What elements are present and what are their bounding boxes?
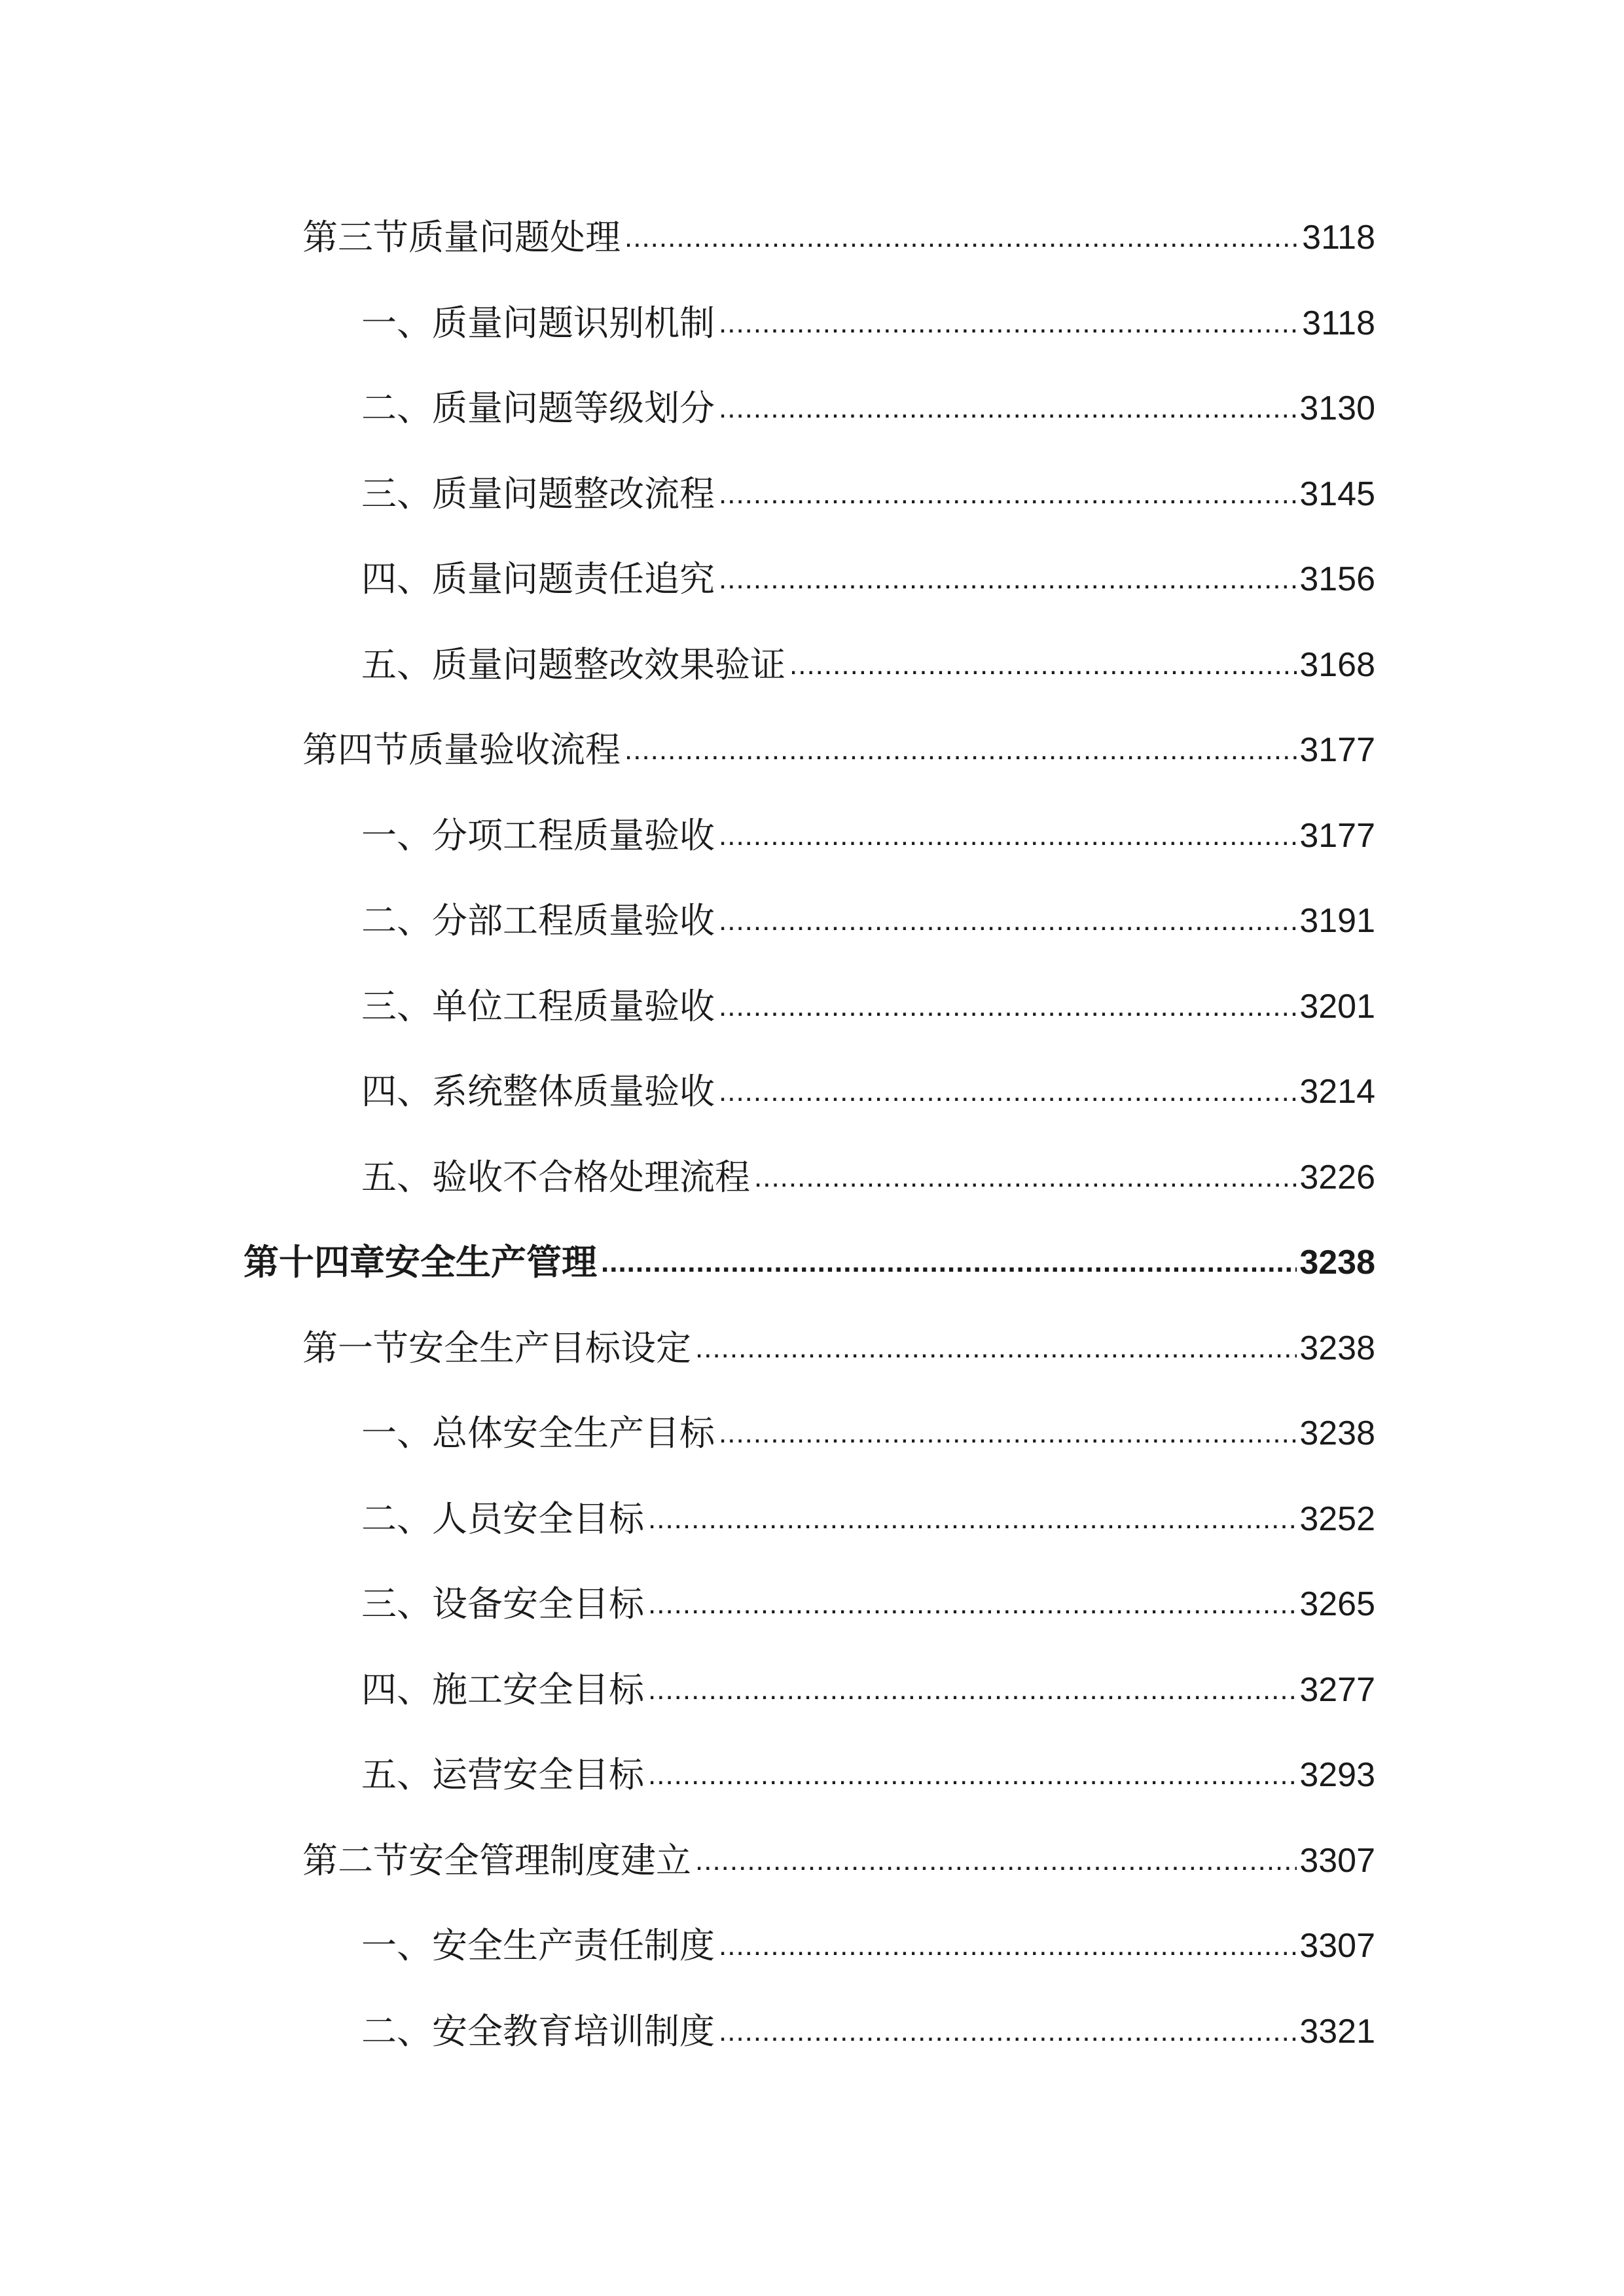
toc-dot-leader [719,550,1297,609]
toc-entry-page-number: 3177 [1299,731,1375,769]
toc-entry-page-number: 3130 [1299,389,1375,427]
toc-entry-label: 二、分部工程质量验收 [361,900,715,941]
toc-entry-page-number: 3238 [1299,1414,1375,1452]
toc-entry-page-number: 3226 [1299,1158,1375,1196]
toc-entry-item[interactable] [361,1490,1375,1549]
toc-entry-label: 五、验收不合格处理流程 [361,1156,750,1198]
toc-dot-leader [789,636,1297,694]
toc-dot-leader [648,1660,1297,1719]
toc-entry-label: 第十四章安全生产管理 [244,1242,597,1283]
toc-entry-label: 二、安全教育培训制度 [361,2010,715,2052]
toc-entry-label: 第三节质量问题处理 [302,217,621,258]
toc-entry-page-number: 3177 [1299,816,1375,855]
toc-dot-leader [648,1575,1297,1634]
toc-dot-leader [695,1319,1297,1378]
toc-entry-label: 一、质量问题识别机制 [361,302,715,344]
toc-dot-leader [719,2002,1297,2061]
toc-dot-leader [601,1233,1297,1292]
toc-dot-leader [719,806,1297,865]
toc-dot-leader [719,465,1297,524]
toc-dot-leader [719,1404,1297,1463]
toc-entry-page-number: 3168 [1299,645,1375,684]
toc-dot-leader [695,1831,1297,1890]
toc-entry-item[interactable] [361,1404,1375,1463]
toc-dot-leader [719,379,1297,438]
toc-entry-label: 三、质量问题整改流程 [361,473,715,514]
toc-dot-leader [648,1746,1297,1804]
toc-entry-item[interactable] [361,2002,1375,2061]
toc-entry-label: 五、运营安全目标 [361,1754,644,1795]
toc-entry-item[interactable] [361,294,1375,353]
toc-entry-page-number: 3321 [1299,2012,1375,2051]
toc-entry-item[interactable] [361,806,1375,865]
toc-entry-item[interactable] [361,1575,1375,1634]
toc-entry-page-number: 3265 [1299,1585,1375,1623]
toc-entry-page-number: 3118 [1302,219,1375,257]
toc-entry-label: 第二节安全管理制度建立 [302,1839,691,1881]
toc-entry-item[interactable] [361,1062,1375,1121]
toc-entry-item[interactable] [361,1746,1375,1804]
toc-entry-item[interactable] [361,550,1375,609]
toc-entry-label: 一、总体安全生产目标 [361,1412,715,1454]
toc-entry-item[interactable] [361,636,1375,694]
toc-dot-leader [624,208,1299,267]
toc-entry-section[interactable] [302,208,1375,267]
toc-entry-section[interactable] [302,1831,1375,1890]
toc-entry-page-number: 3293 [1299,1756,1375,1794]
toc-entry-label: 四、质量问题责任追究 [361,558,715,600]
toc-entry-page-number: 3277 [1299,1670,1375,1709]
toc-dot-leader [624,721,1297,780]
toc-entry-item[interactable] [361,977,1375,1036]
toc-entry-label: 二、质量问题等级划分 [361,387,715,429]
toc-entry-item[interactable] [361,379,1375,438]
toc-entry-label: 第一节安全生产目标设定 [302,1327,691,1369]
toc-entry-page-number: 3118 [1302,304,1375,342]
toc-entry-item[interactable] [361,465,1375,524]
toc-entry-chapter[interactable] [244,1233,1375,1292]
toc-entry-page-number: 3238 [1299,1244,1375,1282]
toc-dot-leader [719,1062,1297,1121]
toc-entry-page-number: 3145 [1299,475,1375,513]
toc-entry-label: 一、安全生产责任制度 [361,1925,715,1966]
toc-dot-leader [719,977,1297,1036]
toc-dot-leader [648,1490,1297,1549]
toc-entry-label: 第四节质量验收流程 [302,729,621,770]
toc-entry-label: 三、单位工程质量验收 [361,985,715,1027]
toc-entry-page-number: 3252 [1299,1499,1375,1538]
toc-dot-leader [719,891,1297,950]
toc-entry-label: 四、施工安全目标 [361,1668,644,1710]
toc-entry-item[interactable] [361,891,1375,950]
toc-entry-page-number: 3191 [1299,902,1375,940]
toc-entry-item[interactable] [361,1660,1375,1719]
toc-dot-leader [719,294,1299,353]
toc-entry-item[interactable] [361,1148,1375,1207]
toc-entry-label: 一、分项工程质量验收 [361,814,715,856]
toc-dot-leader [754,1148,1297,1207]
toc-entry-label: 二、人员安全目标 [361,1498,644,1539]
toc-entry-section[interactable] [302,721,1375,780]
toc-entry-item[interactable] [361,1916,1375,1975]
toc-entry-page-number: 3307 [1299,1841,1375,1880]
toc-entry-page-number: 3238 [1299,1329,1375,1367]
toc-dot-leader [719,1916,1297,1975]
toc-entry-label: 五、质量问题整改效果验证 [361,643,785,685]
toc-entry-section[interactable] [302,1319,1375,1378]
toc-entry-label: 四、系统整体质量验收 [361,1071,715,1112]
toc-entry-page-number: 3156 [1299,560,1375,598]
toc-entry-page-number: 3307 [1299,1927,1375,1965]
toc-entry-page-number: 3214 [1299,1073,1375,1111]
toc-entry-label: 三、设备安全目标 [361,1583,644,1624]
toc-entry-page-number: 3201 [1299,987,1375,1026]
